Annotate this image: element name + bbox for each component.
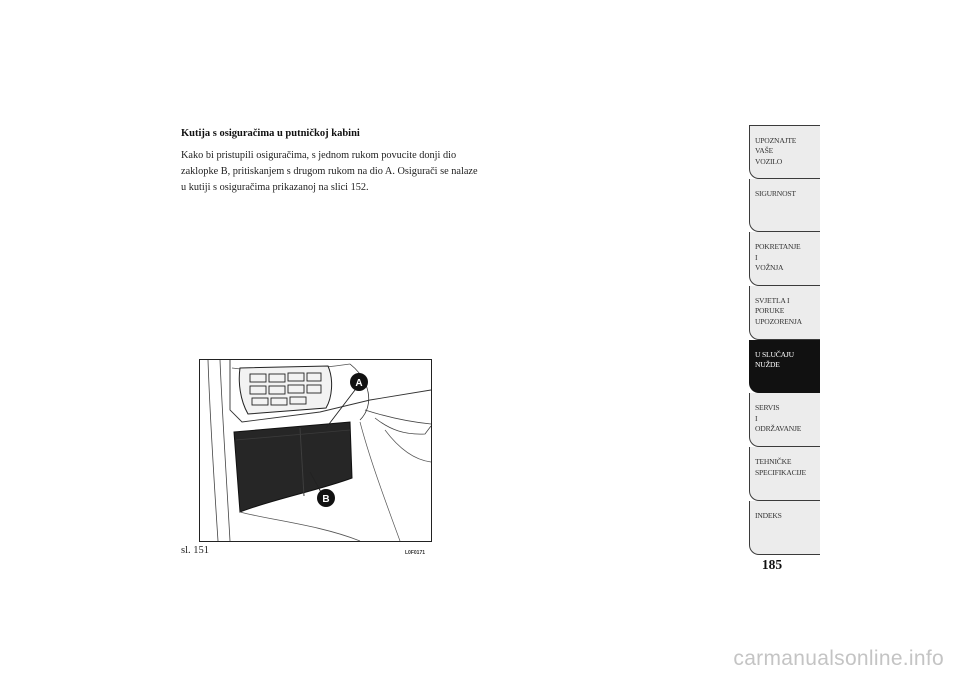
- chapter-tab-8[interactable]: [749, 501, 820, 555]
- chapter-tab-label: UPOZNAJTE: [755, 136, 797, 145]
- chapter-tab-label: SVJETLA I: [755, 296, 790, 306]
- chapter-tab-1[interactable]: [749, 125, 820, 179]
- chapter-tab-label: I: [755, 252, 758, 262]
- callout-a: [350, 373, 368, 391]
- chapter-tab-2[interactable]: [749, 179, 820, 233]
- fuse-box-figure: [199, 359, 432, 542]
- page-number: 185: [761, 557, 783, 572]
- section-paragraph: Kako bi pristupili osiguračima, s jednom rukom povucite donji dio zaklopke B, pritiskanjem s drugom rukom na dio A. Osigurači se nalaze u kutiji s osiguračima prikazanoj na slici 152.: [181, 150, 478, 193]
- chapter-tab-label: VOZILO: [755, 156, 783, 166]
- watermark: carmanualsonline.info: [733, 647, 944, 670]
- chapter-tabs: [749, 125, 820, 555]
- chapter-tab-label: POKRETANJE: [755, 242, 801, 252]
- chapter-tab-label: UPOZORENJA: [755, 316, 802, 326]
- chapter-tab-label: VAŠE: [755, 146, 774, 156]
- chapter-tab-label: SERVIS: [755, 403, 780, 413]
- chapter-tab-label: PORUKE: [755, 306, 785, 316]
- chapter-tab-label: TEHNIČKE: [755, 457, 792, 467]
- chapter-tab-label: U SLUČAJU: [755, 349, 794, 359]
- figure-caption: sl. 151: [181, 545, 210, 556]
- chapter-tab-label: VOŽNJA: [755, 263, 784, 273]
- figure-code: L0F0171: [405, 550, 426, 556]
- chapter-tab-5[interactable]: [749, 340, 820, 394]
- callout-b: [317, 489, 335, 507]
- chapter-tab-label: INDEKS: [755, 510, 782, 520]
- dashboard-illustration: [200, 360, 431, 541]
- chapter-tab-label: ODRŽAVANJE: [755, 424, 802, 434]
- section-heading: Kutija s osiguračima u putničkoj kabini: [181, 128, 360, 139]
- callout-a-label: A: [355, 378, 363, 389]
- chapter-tab-label: NUŽDE: [755, 360, 780, 370]
- callout-b-label: B: [322, 494, 330, 505]
- chapter-tab-7[interactable]: [749, 447, 820, 501]
- chapter-tab-label: SIGURNOST: [755, 188, 796, 198]
- chapter-tab-4[interactable]: [749, 286, 820, 340]
- chapter-tab-3[interactable]: [749, 232, 820, 286]
- chapter-tab-label: SPECIFIKACIJE: [755, 467, 806, 477]
- chapter-tab-label: I: [755, 413, 758, 423]
- chapter-tab-6[interactable]: [749, 393, 820, 447]
